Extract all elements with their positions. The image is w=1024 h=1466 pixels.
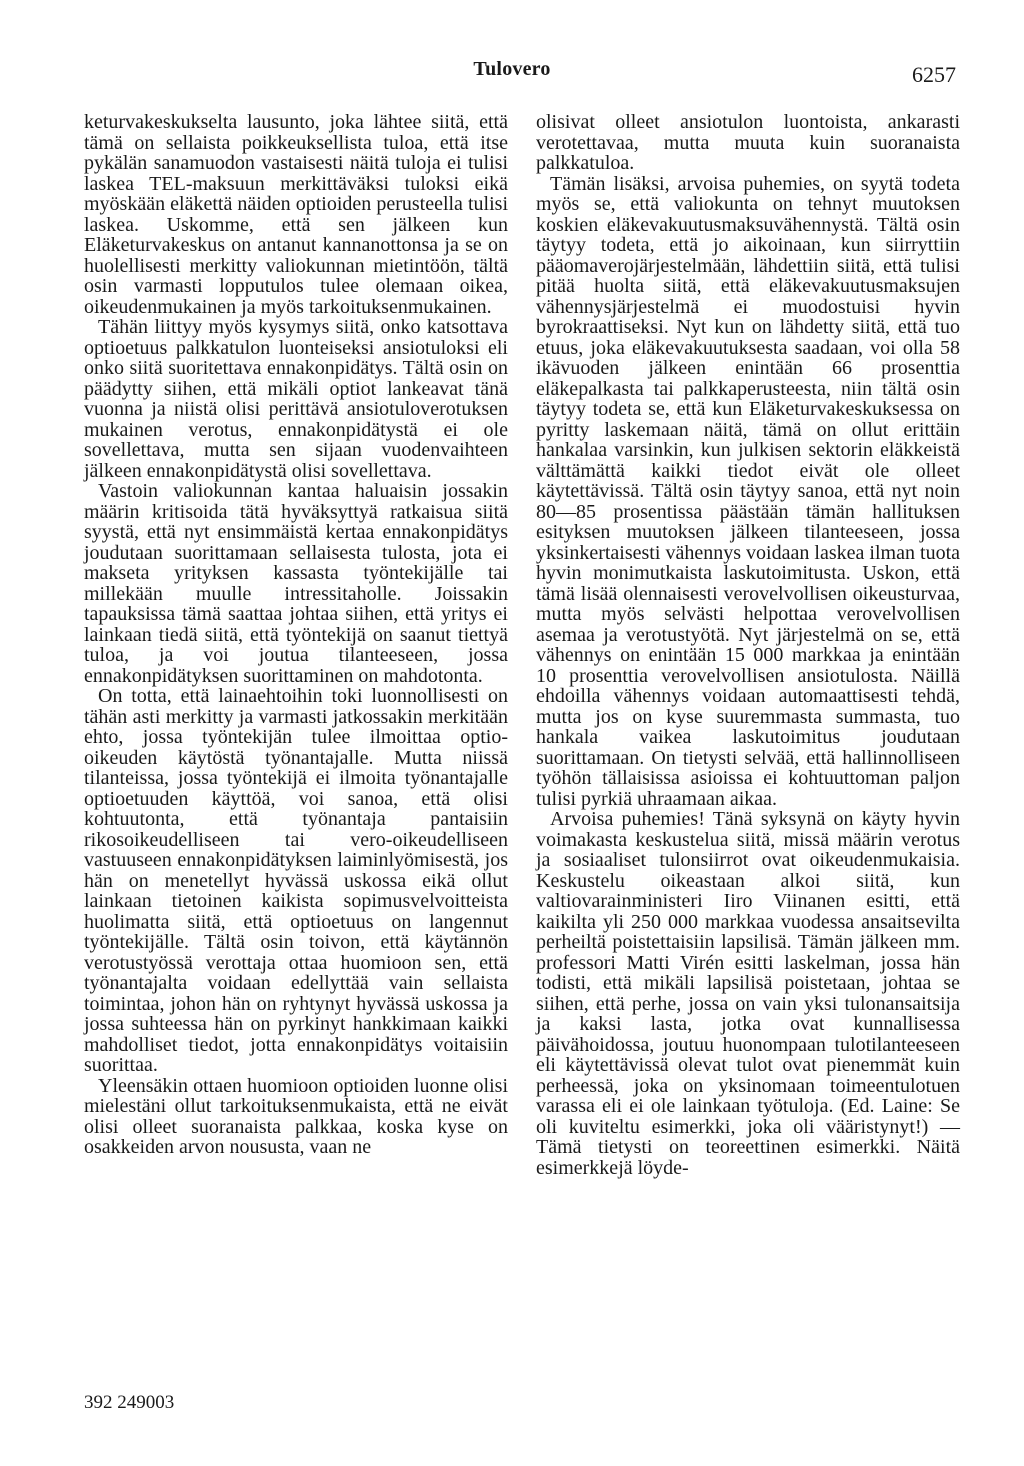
paragraph: Arvoisa puhemies! Tänä syksynä on käyty hyvin voimakasta keskustelua siitä, missä määrin verotus ja sosiaaliset tulonsiirrot ovat oikeudenmukaisia. Keskustelu oikeastaan alkoi siitä, kun valtiovarainministeri Iiro Viinanen esitti, että kaikilta yli 250 000 markkaa vuodessa ansaitsevilta perheiltä poistettaisiin lapsilisä. Tämän jälkeen mm. professori Matti Virén esitti laskelman, jossa hän todisti, että mikäli lapsilisä poistetaan, johtaa se siihen, että perhe, jossa on vain yksi tulonansaitsija ja kaksi lasta, jotka ovat kunnallisessa päivähoidossa, joutuu huonompaan tulotilanteeseen eli käytettävissä olevat tulot ovat pienemmät kuin perheessä, joka on yksinomaan toimeentulotuen varassa eli ei ole lainkaan työtuloja. (Ed. Laine: Se oli kuviteltu esimerkki, joka oli vääristynyt!) — Tämä tietysti on teoreettinen esimerkki. Näitä esimerkkejä löyde- <box>536 808 960 1179</box>
running-header-title: Tulovero <box>473 58 551 80</box>
right-text-column <box>536 112 960 1178</box>
footer-print-code: 392 249003 <box>84 1392 175 1413</box>
paragraph: Vastoin valiokunnan kantaa haluaisin jossakin määrin kritisoida tätä hyväksyttyä ratkaisua siitä syystä, että nyt ensimmäistä kertaa ennakonpidätys joudutaan suorittamaan sellaisesta tulosta, jota ei makseta yrityksen kassasta työntekijälle tai millekään muulle intressitaholle. Joissakin tapauksissa tämä saattaa johtaa siihen, että yritys ei lainkaan tiedä siitä, että työntekijä on saanut tiettyä tuloa, ja voi joutua tilanteeseen, jossa ennakonpidätyksen suorittaminen on mahdotonta. <box>84 480 508 687</box>
paragraph: keturvakeskukselta lausunto, joka lähtee siitä, että tämä on sellaista poikkeuksellista tuloa, että itse pykälän sanamuodon vastaisesti näitä tuloja ei tulisi laskea TEL-maksuun merkittäväksi tuloksi eikä myöskään eläkettä näiden optioiden perusteella tulisi laskea. Uskomme, että sen jälkeen kun Eläketurvakeskus on antanut kannanottonsa ja se on huolellisesti merkitty valiokunnan mietintöön, tältä osin varmasti lopputulos tulee olemaan oikea, oikeudenmukainen ja myös tarkoituksenmukainen. <box>84 111 508 318</box>
paragraph: Tähän liittyy myös kysymys siitä, onko katsottava optioetuus palkkatulon luonteiseksi ansiotuloksi eli onko siitä suoritettava ennakonpidätys. Tältä osin on päädytty siihen, että mikäli optiot lankeavat tänä vuonna ja niistä olisi perittävä ansiotuloverotuksen mukainen verotus, ennakonpidätystä ei ole sovellettava, mutta sen sijaan vuodenvaihteen jälkeen ennakonpidätystä olisi sovellettava. <box>84 316 508 482</box>
paragraph: olisivat olleet ansiotulon luontoista, ankarasti verotettavaa, mutta muuta kuin suoranaista palkkatuloa. <box>536 111 960 174</box>
paragraph: Tämän lisäksi, arvoisa puhemies, on syytä todeta myös se, että valiokunta on tehnyt muutoksen koskien eläkevakuutusmaksuvähennystä. Tältä osin täytyy todeta, että jo aikoinaan, kun siirryttiin pääomaverojärjestelmään, lähdettiin siitä, että tulisi pitää huolta siitä, että eläkevakuutusmaksujen vähennysjärjestelmä ei muodostuisi hyvin byrokraattiseksi. Nyt kun on lähdetty siitä, että tuo etuus, joka eläkevakuutuksesta saadaan, voi olla 58 ikävuoden jälkeen enintään 66 prosenttia eläkepalkasta tai palkkaperusteesta, niin tältä osin täytyy todeta se, että kun Eläketurvakeskuksessa on pyritty laskemaan näitä, tämä on ollut erittäin hankalaa varsinkin, kun julkisen sektorin eläkkeistä välttämättä kaikki tiedot eivät ole olleet käytettävissä. Tältä osin täytyy sanoa, että nyt noin 80—85 prosentissa päästään tämän hallituksen esityksen muutoksen jälkeen tilanteeseen, jossa yksinkertaisesti vähennys voidaan laskea ilman tuota hyvin monimutkaista laskutoimitusta. Uskon, että tämä lisää olennaisesti verovelvollisen oikeusturvaa, mutta myös selvästi helpottaa verovelvollisen asemaa ja verotustyötä. Nyt järjestelmä on se, että vähennys on enintään 15 000 markkaa ja enintään 10 prosenttia verovelvollisen ansiotulosta. Näillä ehdoilla vähennys voidaan automaattisesti tehdä, mutta jos on kyse suuremmasta summasta, tuo hankala vaikea laskutoimitus joudutaan suorittamaan. On tietysti selvää, että hallinnolliseen työhön tällaisissa asioissa ei kohtuuttoman paljon tulisi pyrkiä uhraamaan aikaa. <box>536 172 960 810</box>
paragraph: On totta, että lainaehtoihin toki luonnollisesti on tähän asti merkitty ja varmasti jatkossakin merkitään ehto, jossa työntekijän tulee ilmoittaa optio-oikeuden käytöstä työnantajalle. Mutta niissä tilanteissa, jossa työntekijä ei ilmoita työnantajalle optioetuuden käyttöä, voi sanoa, että olisi kohtuutonta, että työnantaja pantaisiin rikosoikeudelliseen tai vero-oikeudelliseen vastuuseen ennakonpidätyksen laiminlyömisestä, jos hän on menetellyt hyvässä uskossa eikä ollut lainkaan tietoinen kaikista sopimusvelvoitteista huolimatta siitä, että optioetuus on langennut työntekijälle. Tältä osin toivon, että käytännön verotustyössä verottaja ottaa huomioon sen, että työnantajalta voidaan edellyttää vain sellaista toimintaa, johon hän on ryhtynyt hyvässä uskossa ja jossa suhteessa hän on pyrkinyt hankkimaan kaikki mahdolliset tiedot, jotta ennakonpidätys voitaisiin suorittaa. <box>84 685 508 1076</box>
paragraph: Yleensäkin ottaen huomioon optioiden luonne olisi mielestäni ollut tarkoituksenmukaista, että ne eivät olisi olleet suoranaista palkkaa, koska kyse on osakkeiden arvon noususta, vaan ne <box>84 1074 508 1158</box>
page-number: 6257 <box>912 62 956 87</box>
left-text-column <box>84 112 508 1158</box>
